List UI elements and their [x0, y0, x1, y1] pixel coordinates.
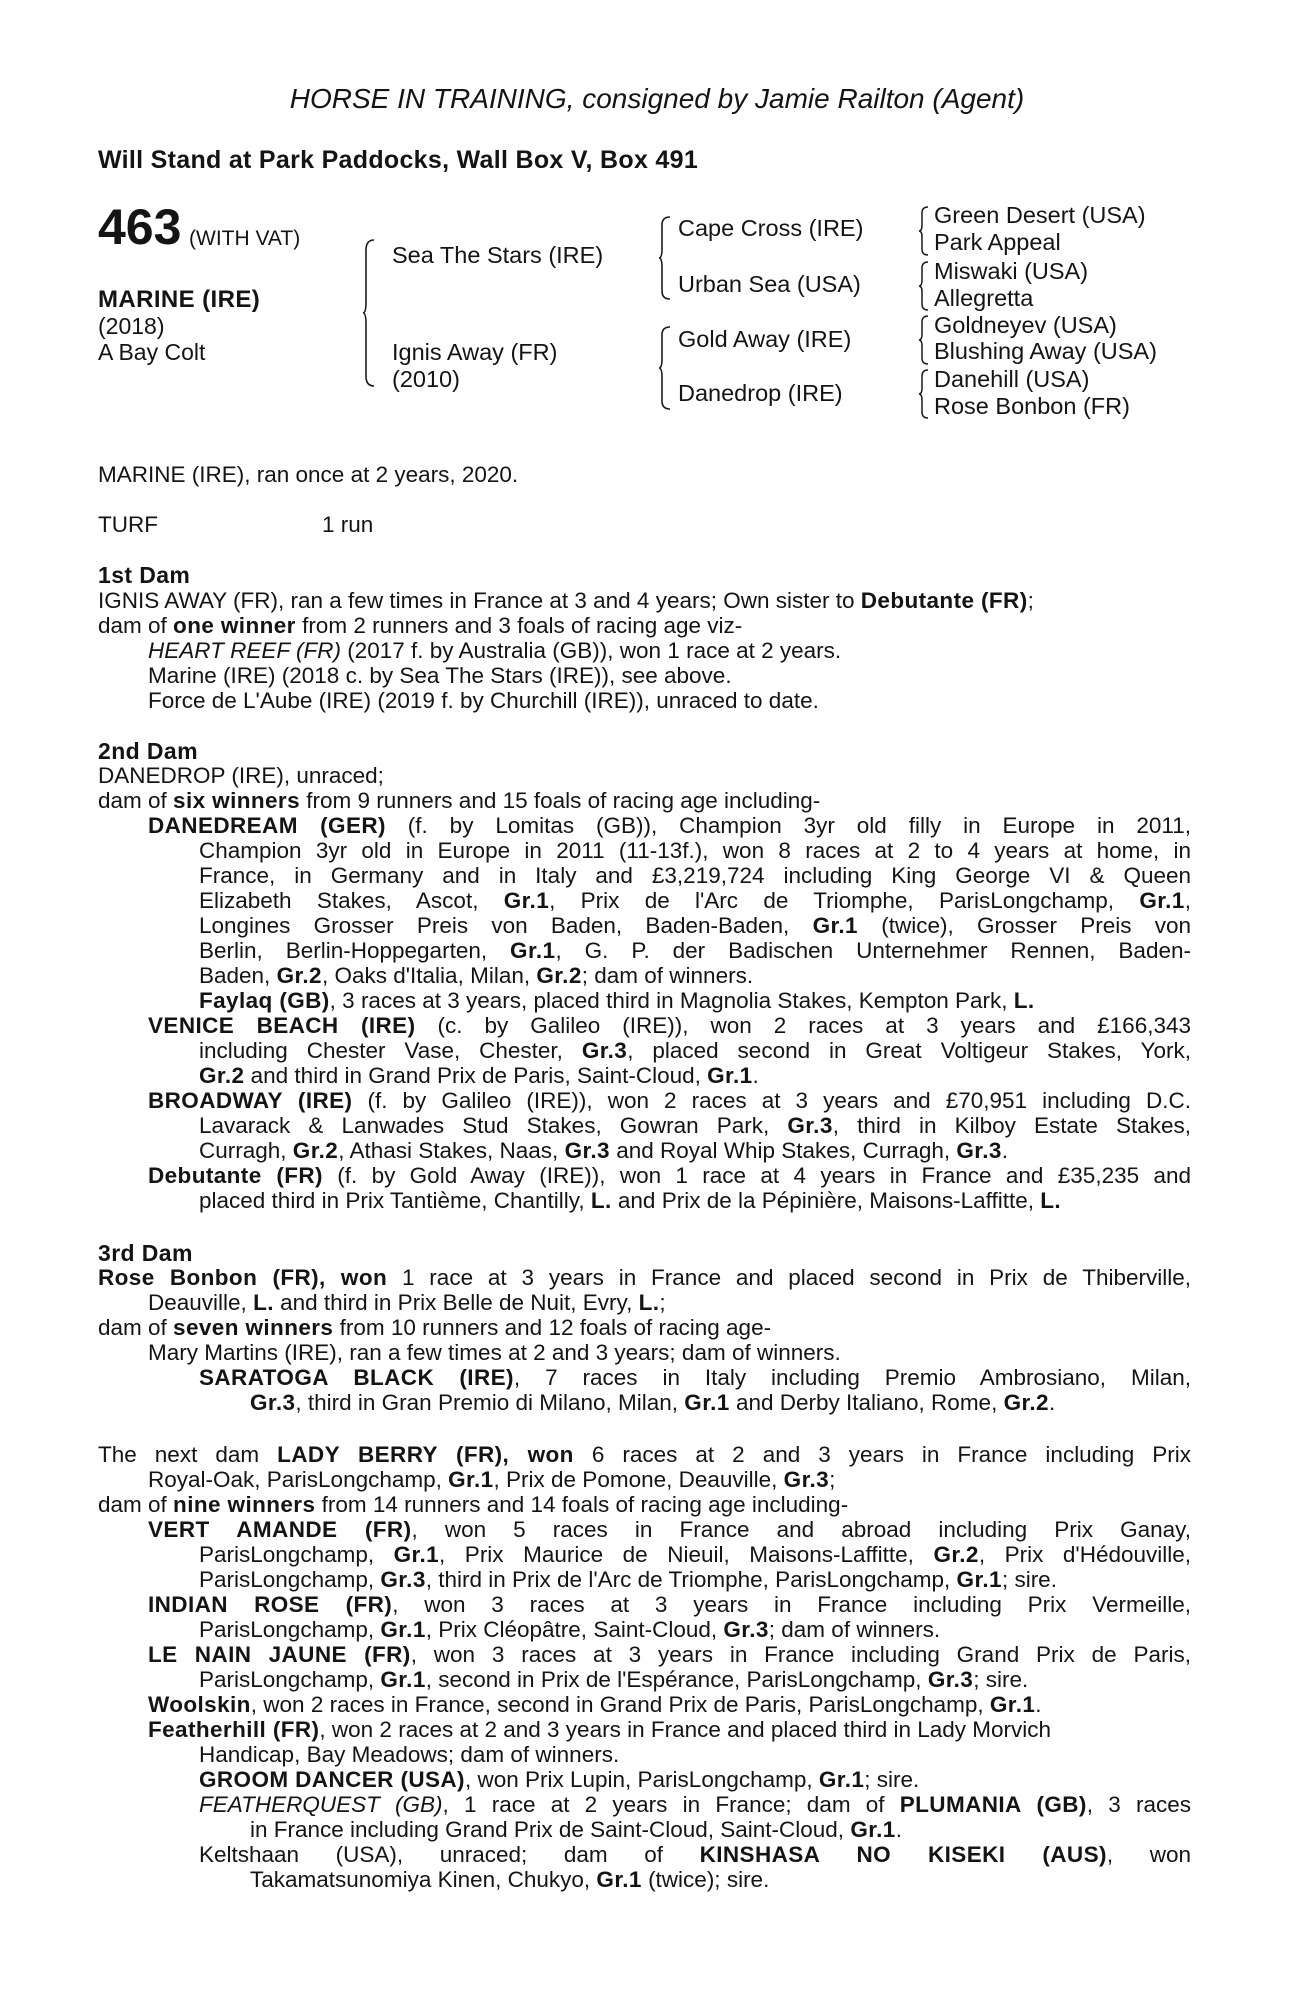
stand-location: Will Stand at Park Paddocks, Wall Box V, Box 491: [98, 146, 699, 174]
progeny-line: Woolskin, won 2 races in France, second in Grand Prix de Paris, ParisLongchamp, Gr.1.: [148, 1692, 1042, 1717]
gen3-brace-icon: [918, 314, 930, 366]
ancestor-6: Blushing Away (USA): [934, 338, 1157, 364]
progeny-line: FEATHERQUEST (GB), 1 race at 2 years in France; dam of PLUMANIA (GB), 3 races: [199, 1792, 1191, 1817]
progeny-line: Baden, Gr.2, Oaks d'Italia, Milan, Gr.2; dam of winners.: [199, 963, 754, 988]
progeny-line: ParisLongchamp, Gr.1, second in Prix de l'Espérance, ParisLongchamp, Gr.3; sire.: [199, 1667, 1029, 1692]
horse-year: (2018): [98, 313, 165, 339]
second-dam-line: dam of six winners from 9 runners and 15 foals of racing age including-: [98, 788, 821, 813]
progeny-line: Elizabeth Stakes, Ascot, Gr.1, Prix de l'Arc de Triomphe, ParisLongchamp, Gr.1,: [199, 888, 1191, 913]
progeny-line: ParisLongchamp, Gr.3, third in Prix de l'Arc de Triomphe, ParisLongchamp, Gr.1; sire.: [199, 1567, 1057, 1592]
gen3-brace-icon: [918, 260, 930, 312]
progeny-line: DANEDREAM (GER) (f. by Lomitas (GB)), Champion 3yr old filly in Europe in 2011,: [148, 813, 1191, 838]
sire-sire: Cape Cross (IRE): [678, 215, 864, 241]
ancestor-4: Allegretta: [934, 285, 1034, 311]
progeny-line: LE NAIN JAUNE (FR), won 3 races at 3 years in France including Grand Prix de Paris,: [148, 1642, 1191, 1667]
surface-label: TURF: [98, 512, 158, 537]
progeny-line: Handicap, Bay Meadows; dam of winners.: [199, 1742, 620, 1767]
first-dam-line: IGNIS AWAY (FR), ran a few times in France at 3 and 4 years; Own sister to Debutante (FR);: [98, 588, 1034, 613]
horse-name: MARINE (IRE): [98, 286, 261, 313]
progeny-line: Featherhill (FR), won 2 races at 2 and 3 years in France and placed third in Lady Morvich: [148, 1717, 1052, 1742]
progeny-line: Faylaq (GB), 3 races at 3 years, placed third in Magnolia Stakes, Kempton Park, L.: [199, 988, 1035, 1013]
progeny-line: Force de L'Aube (IRE) (2019 f. by Churchill (IRE)), unraced to date.: [148, 688, 819, 713]
ancestor-7: Danehill (USA): [934, 366, 1090, 392]
progeny-line: ParisLongchamp, Gr.1, Prix Maurice de Nieuil, Maisons-Laffitte, Gr.2, Prix d'Hédouville,: [199, 1542, 1192, 1567]
third-dam-line: dam of seven winners from 10 runners and 12 foals of racing age-: [98, 1315, 772, 1340]
dam-brace-icon: [658, 325, 672, 411]
progeny-line: France, in Germany and in Italy and £3,219,724 including King George VI & Queen: [199, 863, 1191, 888]
ancestor-5: Goldneyev (USA): [934, 312, 1117, 338]
next-dam-line: The next dam LADY BERRY (FR), won 6 races at 2 and 3 years in France including Prix: [98, 1442, 1192, 1467]
progeny-line: Mary Martins (IRE), ran a few times at 2 and 3 years; dam of winners.: [148, 1340, 841, 1365]
progeny-line: Curragh, Gr.2, Athasi Stakes, Naas, Gr.3 and Royal Whip Stakes, Curragh, Gr.3.: [199, 1138, 1009, 1163]
pedigree-brace-icon: [362, 238, 376, 388]
sire: Sea The Stars (IRE): [392, 242, 604, 268]
progeny-line: Longines Grosser Preis von Baden, Baden-Baden, Gr.1 (twice), Grosser Preis von: [199, 913, 1191, 938]
race-summary: MARINE (IRE), ran once at 2 years, 2020.: [98, 462, 519, 487]
ancestor-1: Green Desert (USA): [934, 202, 1146, 228]
progeny-line: Gr.2 and third in Grand Prix de Paris, Saint-Cloud, Gr.1.: [199, 1063, 759, 1088]
dam-dam: Danedrop (IRE): [678, 380, 843, 406]
first-dam-line: dam of one winner from 2 runners and 3 foals of racing age viz-: [98, 613, 743, 638]
progeny-line: HEART REEF (FR) (2017 f. by Australia (GB)), won 1 race at 2 years.: [148, 638, 842, 663]
catalogue-header-title: HORSE IN TRAINING, consigned by Jamie Railton (Agent): [289, 83, 1025, 114]
progeny-line: VERT AMANDE (FR), won 5 races in France and abroad including Prix Ganay,: [148, 1517, 1191, 1542]
horse-description: A Bay Colt: [98, 339, 206, 365]
progeny-line: Berlin, Berlin-Hoppegarten, Gr.1, G. P. der Badischen Unternehmer Rennen, Baden-: [199, 938, 1191, 963]
progeny-line: in France including Grand Prix de Saint-Cloud, Saint-Cloud, Gr.1.: [250, 1817, 902, 1842]
progeny-line: ParisLongchamp, Gr.1, Prix Cléopâtre, Saint-Cloud, Gr.3; dam of winners.: [199, 1617, 941, 1642]
sire-dam: Urban Sea (USA): [678, 271, 861, 297]
progeny-line: Lavarack & Lanwades Stud Stakes, Gowran Park, Gr.3, third in Kilboy Estate Stakes,: [199, 1113, 1191, 1138]
second-dam-line: DANEDROP (IRE), unraced;: [98, 763, 384, 788]
progeny-line: Gr.3, third in Gran Premio di Milano, Milan, Gr.1 and Derby Italiano, Rome, Gr.2.: [250, 1390, 1056, 1415]
progeny-line: Keltshaan (USA), unraced; dam of KINSHASA NO KISEKI (AUS), won: [199, 1842, 1191, 1867]
vat-note: (WITH VAT): [189, 227, 301, 250]
second-dam-heading: 2nd Dam: [98, 738, 198, 764]
progeny-line: BROADWAY (IRE) (f. by Galileo (IRE)), won 2 races at 3 years and £70,951 including D.C.: [148, 1088, 1191, 1113]
progeny-line: Marine (IRE) (2018 c. by Sea The Stars (IRE)), see above.: [148, 663, 732, 688]
progeny-line: Takamatsunomiya Kinen, Chukyo, Gr.1 (twice); sire.: [250, 1867, 770, 1892]
lot-number: 463: [98, 199, 182, 255]
progeny-line: Debutante (FR) (f. by Gold Away (IRE)), won 1 race at 4 years in France and £35,235 and: [148, 1163, 1191, 1188]
third-dam-line: Rose Bonbon (FR), won 1 race at 3 years in France and placed second in Prix de Thiberville,: [98, 1265, 1191, 1290]
progeny-line: GROOM DANCER (USA), won Prix Lupin, ParisLongchamp, Gr.1; sire.: [199, 1767, 920, 1792]
surface-runs: 1 run: [322, 512, 374, 537]
gen3-brace-icon: [918, 205, 930, 257]
gen3-brace-icon: [918, 368, 930, 420]
next-dam-line: dam of nine winners from 14 runners and 14 foals of racing age including-: [98, 1492, 849, 1517]
progeny-line: INDIAN ROSE (FR), won 3 races at 3 years in France including Prix Vermeille,: [148, 1592, 1191, 1617]
sire-brace-icon: [658, 215, 672, 301]
third-dam-heading: 3rd Dam: [98, 1240, 193, 1266]
dam-year: (2010): [392, 366, 460, 392]
dam: Ignis Away (FR): [392, 339, 558, 365]
progeny-line: SARATOGA BLACK (IRE), 7 races in Italy including Premio Ambrosiano, Milan,: [199, 1365, 1191, 1390]
next-dam-line: Royal-Oak, ParisLongchamp, Gr.1, Prix de Pomone, Deauville, Gr.3;: [148, 1467, 836, 1492]
progeny-line: placed third in Prix Tantième, Chantilly, L. and Prix de la Pépinière, Maisons-Laffitte, L.: [199, 1188, 1062, 1213]
ancestor-8: Rose Bonbon (FR): [934, 393, 1130, 419]
third-dam-line: Deauville, L. and third in Prix Belle de Nuit, Evry, L.;: [148, 1290, 666, 1315]
progeny-line: Champion 3yr old in Europe in 2011 (11-13f.), won 8 races at 2 to 4 years at home, in: [199, 838, 1191, 863]
first-dam-heading: 1st Dam: [98, 562, 191, 588]
ancestor-3: Miswaki (USA): [934, 258, 1089, 284]
ancestor-2: Park Appeal: [934, 229, 1061, 255]
progeny-line: VENICE BEACH (IRE) (c. by Galileo (IRE)), won 2 races at 3 years and £166,343: [148, 1013, 1191, 1038]
progeny-line: including Chester Vase, Chester, Gr.3, placed second in Great Voltigeur Stakes, York,: [199, 1038, 1191, 1063]
dam-sire: Gold Away (IRE): [678, 326, 852, 352]
